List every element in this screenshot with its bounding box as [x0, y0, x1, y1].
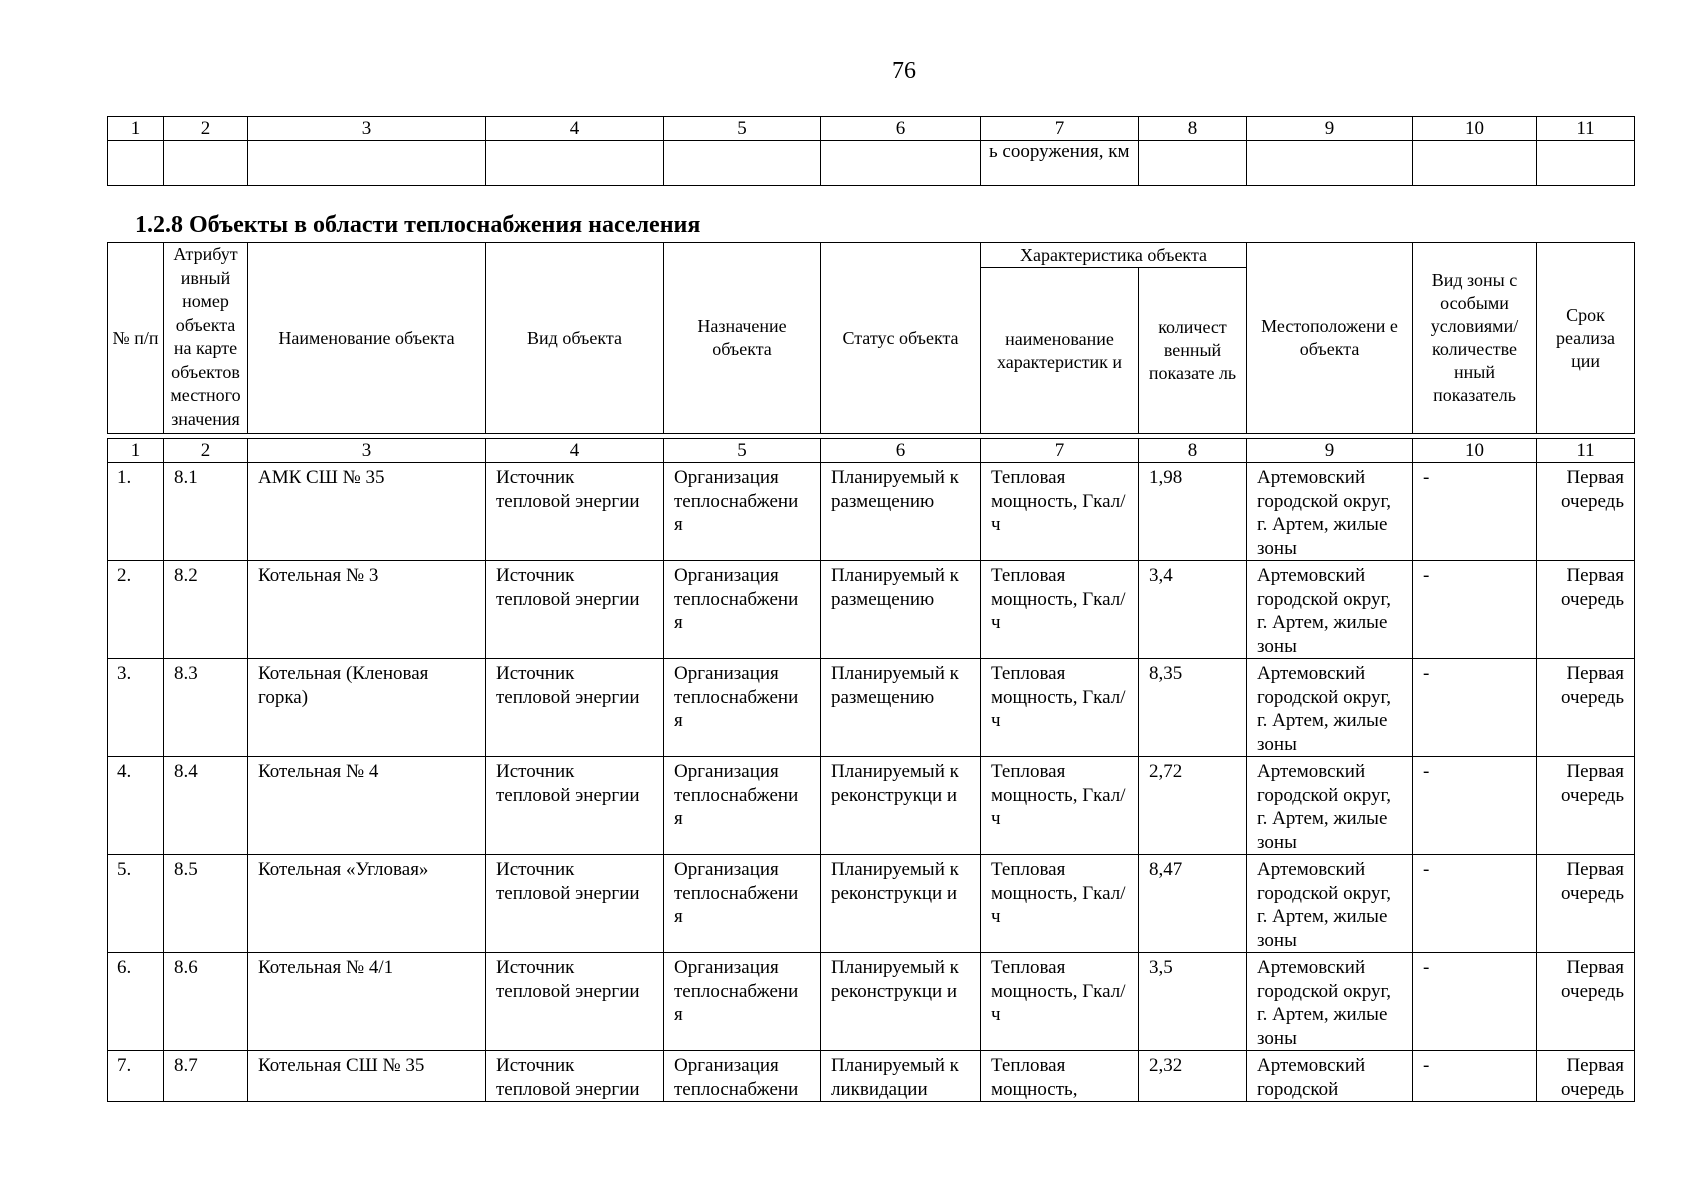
header-status: Статус объекта: [821, 243, 981, 434]
row-code: 8.1: [164, 463, 248, 561]
column-number-row: [108, 439, 1635, 463]
column-number: 7: [981, 439, 1139, 463]
row-code: 8.5: [164, 855, 248, 953]
header-attr-line: ивный: [180, 267, 231, 288]
empty-cell: [486, 141, 664, 186]
row-purpose: Организация теплоснабжени я: [664, 659, 821, 757]
row-char-name: Тепловая мощность, Гкал/ч: [981, 561, 1139, 659]
row-num: 2.: [108, 561, 164, 659]
row-term: Первая очередь: [1537, 463, 1635, 561]
continuation-row: [108, 141, 1635, 186]
page-number: 76: [892, 58, 916, 84]
table-row: [108, 855, 1635, 953]
column-number: 1: [108, 117, 164, 141]
row-zone: -: [1413, 953, 1537, 1051]
row-status: Планируемый к реконструкци и: [821, 855, 981, 953]
column-number: 3: [248, 117, 486, 141]
heat-supply-table: [107, 242, 1635, 1102]
row-status: Планируемый к размещению: [821, 659, 981, 757]
row-char-name: Тепловая мощность, Гкал/ч: [981, 463, 1139, 561]
row-location: Артемовский городской: [1247, 1051, 1413, 1102]
column-number: 3: [248, 439, 486, 463]
column-number: 8: [1139, 117, 1247, 141]
row-num: 7.: [108, 1051, 164, 1102]
row-type: Источник тепловой энергии: [486, 855, 664, 953]
row-name: Котельная «Угловая»: [248, 855, 486, 953]
row-purpose: Организация теплоснабжени я: [664, 463, 821, 561]
row-char-name: Тепловая мощность, Гкал/ч: [981, 757, 1139, 855]
header-attr-line: Атрибут: [173, 244, 238, 264]
row-name: Котельная СШ № 35: [248, 1051, 486, 1102]
header-attribute-number: [164, 243, 248, 434]
row-value: 2,72: [1139, 757, 1247, 855]
column-number: 11: [1537, 117, 1635, 141]
row-term: Первая очередь: [1537, 855, 1635, 953]
row-value: 3,5: [1139, 953, 1247, 1051]
row-value: 2,32: [1139, 1051, 1247, 1102]
row-code: 8.4: [164, 757, 248, 855]
row-type: Источник тепловой энергии: [486, 561, 664, 659]
row-purpose: Организация теплоснабжени я: [664, 757, 821, 855]
empty-cell: [1247, 141, 1413, 186]
header-attr-line: на карте: [173, 338, 238, 358]
row-value: 3,4: [1139, 561, 1247, 659]
table-row: [108, 1051, 1635, 1102]
column-number: 5: [664, 439, 821, 463]
row-term: Первая очередь: [1537, 561, 1635, 659]
row-location: Артемовский городской округ, г. Артем, жилые зоны: [1247, 659, 1413, 757]
row-term: Первая очередь: [1537, 953, 1635, 1051]
row-zone: -: [1413, 1051, 1537, 1102]
header-characteristic: Характеристика объекта: [981, 243, 1247, 268]
row-name: Котельная № 4: [248, 757, 486, 855]
header-zone: Вид зоны с особыми условиями/ количестве нный показатель: [1413, 243, 1537, 434]
column-number: 4: [486, 439, 664, 463]
row-name: Котельная № 4/1: [248, 953, 486, 1051]
row-name: АМК СШ № 35: [248, 463, 486, 561]
header-num: № п/п: [108, 243, 164, 434]
column-number: 1: [108, 439, 164, 463]
column-number: 10: [1413, 439, 1537, 463]
row-num: 6.: [108, 953, 164, 1051]
row-char-name: Тепловая мощность,: [981, 1051, 1139, 1102]
empty-cell: [108, 141, 164, 186]
row-location: Артемовский городской округ, г. Артем, жилые зоны: [1247, 757, 1413, 855]
column-number: 10: [1413, 117, 1537, 141]
row-type: Источник тепловой энергии: [486, 1051, 664, 1102]
row-term: Первая очередь: [1537, 659, 1635, 757]
header-attr-line: объекта: [175, 314, 236, 335]
empty-cell: [164, 141, 248, 186]
header-attr-line: значения: [171, 408, 240, 429]
row-purpose: Организация теплоснабжени: [664, 1051, 821, 1102]
row-char-name: Тепловая мощность, Гкал/ч: [981, 953, 1139, 1051]
column-number: 8: [1139, 439, 1247, 463]
column-number: 11: [1537, 439, 1635, 463]
row-location: Артемовский городской округ, г. Артем, жилые зоны: [1247, 953, 1413, 1051]
row-value: 1,98: [1139, 463, 1247, 561]
row-type: Источник тепловой энергии: [486, 757, 664, 855]
header-purpose: Назначение объекта: [664, 243, 821, 434]
row-value: 8,35: [1139, 659, 1247, 757]
empty-cell: [1139, 141, 1247, 186]
row-name: Котельная (Кленовая горка): [248, 659, 486, 757]
header-char-name: наименование характеристик и: [981, 268, 1139, 434]
header-row-top: [108, 243, 1635, 268]
row-type: Источник тепловой энергии: [486, 659, 664, 757]
empty-cell: [248, 141, 486, 186]
row-status: Планируемый к ликвидации: [821, 1051, 981, 1102]
empty-cell: [1413, 141, 1537, 186]
header-location: Местоположени е объекта: [1247, 243, 1413, 434]
continuation-table: [107, 116, 1635, 186]
column-number: 4: [486, 117, 664, 141]
row-type: Источник тепловой энергии: [486, 953, 664, 1051]
table-row: [108, 561, 1635, 659]
header-name: Наименование объекта: [248, 243, 486, 434]
row-type: Источник тепловой энергии: [486, 463, 664, 561]
row-num: 4.: [108, 757, 164, 855]
column-number-row: [108, 117, 1635, 141]
table-row: [108, 953, 1635, 1051]
row-location: Артемовский городской округ, г. Артем, жилые зоны: [1247, 463, 1413, 561]
header-attr-line: номер: [182, 291, 229, 311]
column-number: 9: [1247, 117, 1413, 141]
column-number: 6: [821, 439, 981, 463]
column-number: 2: [164, 439, 248, 463]
row-status: Планируемый к реконструкци и: [821, 757, 981, 855]
row-location: Артемовский городской округ, г. Артем, жилые зоны: [1247, 855, 1413, 953]
section-title: 1.2.8 Объекты в области теплоснабжения населения: [135, 212, 701, 238]
row-zone: -: [1413, 561, 1537, 659]
column-number: 7: [981, 117, 1139, 141]
header-attr-line: местного: [170, 385, 241, 405]
row-code: 8.3: [164, 659, 248, 757]
column-number: 2: [164, 117, 248, 141]
row-char-name: Тепловая мощность, Гкал/ч: [981, 659, 1139, 757]
row-code: 8.6: [164, 953, 248, 1051]
row-name: Котельная № 3: [248, 561, 486, 659]
column-number: 5: [664, 117, 821, 141]
row-char-name: Тепловая мощность, Гкал/ч: [981, 855, 1139, 953]
row-code: 8.2: [164, 561, 248, 659]
row-status: Планируемый к реконструкци и: [821, 953, 981, 1051]
continuation-text: ь сооружения, км: [981, 141, 1139, 186]
header-type: Вид объекта: [486, 243, 664, 434]
empty-cell: [821, 141, 981, 186]
table-row: [108, 463, 1635, 561]
row-purpose: Организация теплоснабжени я: [664, 855, 821, 953]
empty-cell: [664, 141, 821, 186]
row-num: 5.: [108, 855, 164, 953]
row-code: 8.7: [164, 1051, 248, 1102]
row-zone: -: [1413, 757, 1537, 855]
table-row: [108, 757, 1635, 855]
table-row: [108, 659, 1635, 757]
column-number: 6: [821, 117, 981, 141]
row-status: Планируемый к размещению: [821, 463, 981, 561]
row-purpose: Организация теплоснабжени я: [664, 561, 821, 659]
column-number: 9: [1247, 439, 1413, 463]
header-term: Срок реализа ции: [1537, 243, 1635, 434]
header-attr-line: объектов: [171, 361, 240, 382]
row-num: 3.: [108, 659, 164, 757]
row-num: 1.: [108, 463, 164, 561]
row-zone: -: [1413, 659, 1537, 757]
row-location: Артемовский городской округ, г. Артем, жилые зоны: [1247, 561, 1413, 659]
empty-cell: [1537, 141, 1635, 186]
header-char-value: количест венный показате ль: [1139, 268, 1247, 434]
row-term: Первая очередь: [1537, 1051, 1635, 1102]
row-value: 8,47: [1139, 855, 1247, 953]
row-zone: -: [1413, 463, 1537, 561]
row-status: Планируемый к размещению: [821, 561, 981, 659]
row-term: Первая очередь: [1537, 757, 1635, 855]
row-purpose: Организация теплоснабжени я: [664, 953, 821, 1051]
row-zone: -: [1413, 855, 1537, 953]
